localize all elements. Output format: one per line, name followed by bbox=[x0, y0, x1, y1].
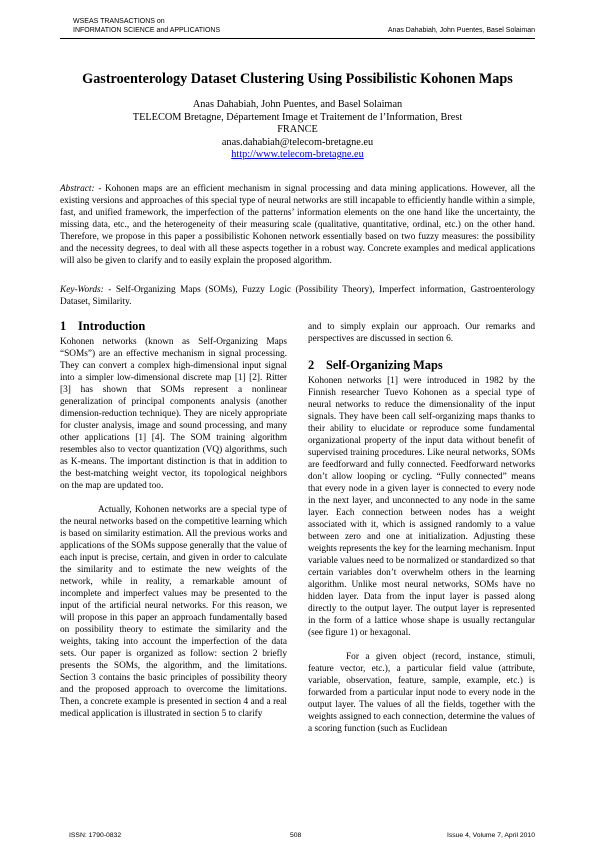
institution: TELECOM Bretagne, Département Image et Traitement de l’Information, Brest bbox=[132, 111, 463, 123]
abstract-label: Abstract: bbox=[60, 184, 95, 194]
left-column bbox=[60, 318, 287, 720]
footer-issue: Issue 4, Volume 7, April 2010 bbox=[446, 832, 535, 839]
institution-url-link[interactable]: http://www.telecom-bretagne.eu bbox=[231, 149, 364, 160]
keywords-text: - Self-Organizing Maps (SOMs), Fuzzy Logic (Possibility Theory), Imperfect information, Gastroenterology Dataset, Similarity. bbox=[60, 285, 535, 307]
country: FRANCE bbox=[277, 124, 318, 135]
contact-email: anas.dahabiah@telecom-bretagne.eu bbox=[221, 136, 374, 148]
affiliation-block bbox=[60, 99, 535, 162]
paper-title: Gastroenterology Dataset Clustering Using Possibilistic Kohonen Maps bbox=[82, 71, 513, 87]
keywords-label: Key-Words: bbox=[60, 285, 104, 295]
running-header-journal bbox=[73, 17, 220, 35]
som-paragraph-2: For a given object (record, instance, stimuli, feature vector, etc.), a particular field value (attribute, variable, observation, feature, sample, example, etc.) is forwarded from a particular input node to every node in the output layer. The values of all the fields, together with the weights assigned to each connection, determine the values of a scoring function (such as Euclidean bbox=[308, 652, 535, 734]
intro-paragraph-2: Actually, Kohonen networks are a special type of the neural networks based on the competitive learning which is based on similarity estimation. All the previous works and applications of the SOMs suppose generally that the value of each input is precise, certain, and given in order to calculate the similarity and to estimate the new weights of the network, while in reality, a remarkable amount of incomplete and imperfect values may be presented to the input of the artificial neural networks. For this reason, we will propose in this paper an approach fundamentally based on possibility theory to estimate the similarity and the weights, taking into account the imperfection of the data sets. Our paper is organized as follow: section 2 briefly presents the SOMs, the algorithm, and the limitations. Section 3 contains the basic principles of possibility theory and the proposed approach to overcome the limitations. Then, a concrete example is presented in section 4 and a real medical application is illustrated in section 5 to clarify bbox=[60, 505, 287, 719]
abstract-text: - Kohonen maps are an efficient mechanism in signal processing and data mining applications. However, all the existing versions and approaches of this special type of neural networks are still incapable to efficiently handle within a simple, fast, and unified framework, the imperfection of the patterns’ information elements on the one hand like the uncertainty, the missing data, etc., and the heterogeneity of their measuring scale (qualitative, quantitative, ordinal, etc.) on the other hand. Therefore, we propose in this paper a possibilistic Kohonen network essentially based on two fuzzy measures: the possibility and the necessity degrees, to deal with all these aspects together in a robust way. Concrete examples and medical applications will also be given to clarify and to easily explain the proposed algorithm. bbox=[60, 184, 535, 266]
intro-paragraph-2-continued: and to simply explain our approach. Our remarks and perspectives are discussed in section 6. bbox=[308, 322, 535, 344]
running-header-authors: Anas Dahabiah, John Puentes, Basel Solaiman bbox=[387, 27, 535, 34]
section-number: 1 bbox=[60, 319, 67, 333]
keywords bbox=[60, 284, 535, 308]
section-title: Introduction bbox=[78, 319, 146, 333]
section-heading-self-organizing-maps bbox=[308, 357, 535, 373]
right-column bbox=[308, 321, 535, 735]
intro-paragraph-1: Kohonen networks (known as Self-Organizing Maps “SOMs”) are an effective mechanism in signal processing. They can convert a complex high-dimensional input signal into a simpler low-dimensional discrete map [1] [2]. Ritter [3] has shown that SOMs represent a nonlinear generalization of principal components analysis (another dimension-reduction technique). They are nicely appropriate for cluster analysis, image and sound processing, and many other applications [1] [4]. The SOM training algorithm resembles also to vector quantization (VQ) algorithms, such as K-means. The important distinction is that in addition to the best-matching weight vector, its topological neighbors on the map are updated too. bbox=[60, 337, 287, 491]
header-rule bbox=[60, 38, 535, 39]
section-title: Self-Organizing Maps bbox=[326, 358, 443, 372]
journal-name-line2: INFORMATION SCIENCE and APPLICATIONS bbox=[73, 27, 221, 34]
footer-page-number: 508 bbox=[290, 832, 302, 839]
author-names: Anas Dahabiah, John Puentes, and Basel Solaiman bbox=[192, 99, 403, 110]
journal-name-line1: WSEAS TRANSACTIONS on bbox=[73, 18, 165, 25]
abstract bbox=[60, 183, 535, 267]
section-heading-introduction bbox=[60, 318, 287, 334]
som-paragraph-1: Kohonen networks [1] were introduced in 1982 by the Finnish researcher Tuevo Kohonen as a special type of neural networks to reduce the dimensionality of the input signals. They have been call self-organizing maps thanks to their ability to elucidate or reproduce some fundamental organizational property of the input data without benefit of supervised training procedures. Like neural networks, SOMs are feedforward and fully connected. Feedforward networks don’t allow looping or cycling. “Fully connected” means that every node in a given layer is connected to every node in the next layer, and unconnected to any node in the same layer. Each connection between nodes has a weight associated with it, which is assigned randomly to a value between zero and one at initialization. Adjusting these weights represents the key for the learning mechanism. Input variable values need to be normalized or standardized so that certain variables don’t overwhelm others in the learning algorithm. Unlike most neural networks, SOMs have no hidden layer. Data from the input layer is passed along directly to the output layer. The output layer is represented in the form of a lattice whose shape is usually rectangular (see figure 1) or hexagonal. bbox=[308, 376, 535, 638]
section-number: 2 bbox=[308, 358, 315, 372]
footer-issn: ISSN: 1790-0832 bbox=[69, 832, 122, 839]
